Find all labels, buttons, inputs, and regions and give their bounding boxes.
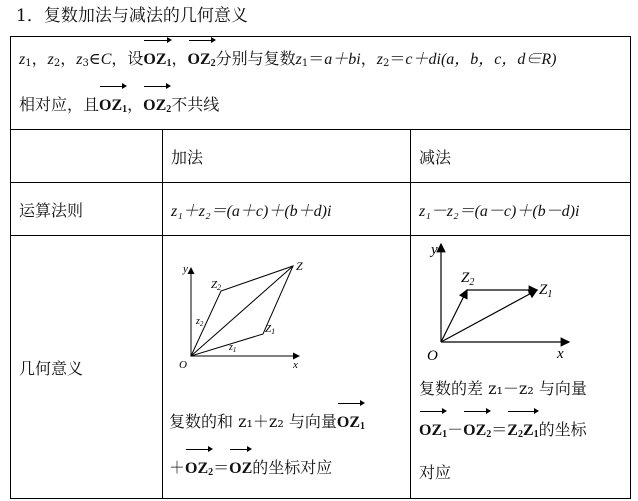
z1-label: Z1	[265, 323, 276, 336]
vector-oz1: $OZ_1$	[143, 37, 171, 83]
x-label: x	[293, 359, 298, 371]
z1-vector-label: $z_1$	[229, 342, 237, 354]
vector-oz1-arrow	[441, 290, 537, 342]
z-label: Z	[296, 259, 303, 273]
add-caption: 复数的和 z₁＋z₂ 与向量$OZ_1$ $+OZ_2=OZ$的坐标对应	[169, 400, 399, 492]
add-geometry-cell	[163, 236, 411, 499]
section-title: 1．复数加法与减法的几何意义	[16, 6, 248, 26]
z2-label: Z2	[211, 279, 222, 292]
header-add: 加法	[163, 130, 411, 183]
comparison-table	[10, 36, 631, 499]
rule-label: 运算法则	[11, 183, 163, 236]
vector-oz2: $OZ_2$	[188, 37, 216, 83]
intro-cell	[11, 37, 631, 130]
y-label: y	[183, 263, 188, 275]
geometry-label: 几何意义	[11, 236, 163, 499]
header-sub: 减法	[411, 130, 631, 183]
vector-oz2-arrow	[441, 290, 467, 342]
z2-label: $Z_2$	[461, 270, 475, 288]
x-label: x	[557, 346, 564, 362]
origin-label: O	[179, 359, 187, 371]
diagonal-oz	[191, 266, 293, 356]
sub-geometry-cell	[411, 236, 631, 499]
intro-line-1: $z_1$，$z_2$，$z_3\in C$，设$OZ_1$，$OZ_2$分别与复数$z_1=a+bi$，$z_2=c+di(a$，b，c，d∈R)	[19, 37, 622, 83]
z1-label: $Z_1$	[539, 282, 553, 300]
add-formula: z₁＋z₂＝(a＋c)＋(b＋d)i	[163, 183, 411, 236]
sub-caption: 复数的差 z₁－z₂ 与向量 $OZ_1-OZ_2=Z_2Z_1$的坐标 对应	[419, 379, 587, 482]
origin-label: O	[427, 348, 438, 364]
sub-formula: z₁－z₂＝(a－c)＋(b－d)i	[411, 183, 631, 236]
y-label: y	[431, 242, 438, 258]
z2-vector-label: $z_2$	[196, 316, 204, 328]
header-blank	[11, 130, 163, 183]
intro-line-2: 相对应，且$OZ_1$，$OZ_2$不共线	[19, 83, 622, 129]
